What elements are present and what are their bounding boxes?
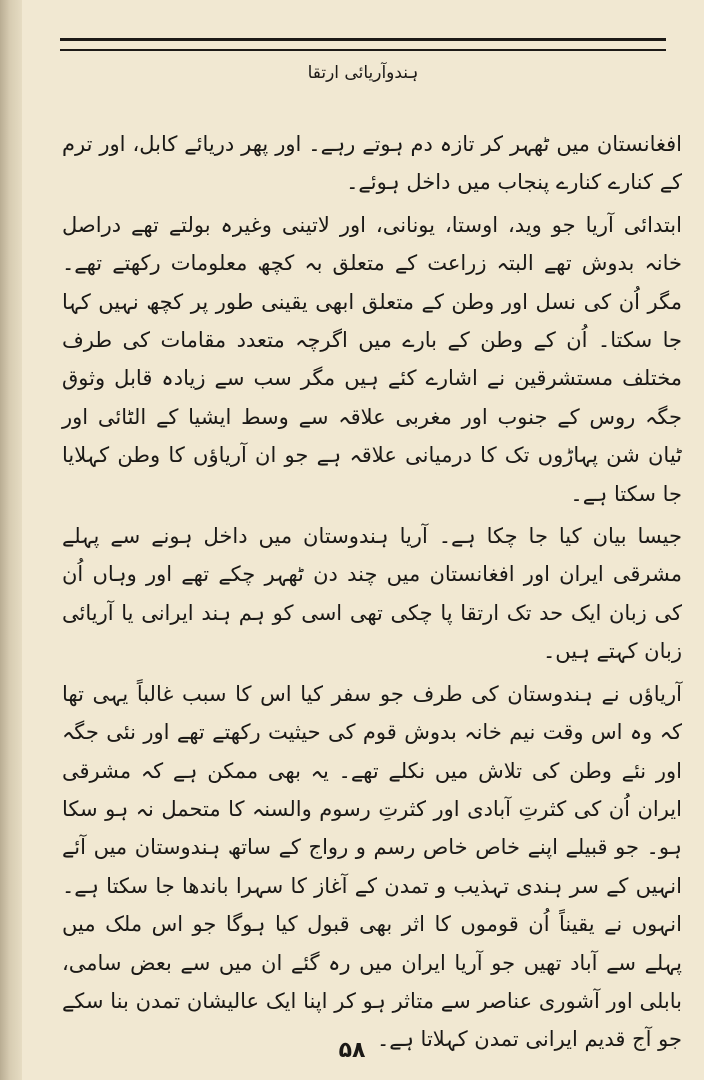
header-rule-top	[60, 38, 666, 41]
body-text	[62, 125, 682, 1059]
running-header: ہندوآریائی ارتقا	[307, 63, 419, 83]
paragraph: ابتدائی آریا جو وید، اوستا، یونانی، اور لاتینی وغیرہ بولتے تھے دراصل خانہ بدوش تھے البتہ زراعت کے متعلق بہ کچھ معلومات رکھتے تھے۔ مگر اُن کی نسل اور وطن کے متعلق ابھی یقینی طور پر کچھ نہیں کہا جا سکتا۔ اُن کے وطن کے بارے میں اگرچہ متعدد مقامات کی طرف مختلف مستشرقین نے اشارے کئے ہیں مگر سب سے زیادہ قابل وثوق جگہ روس کے جنوب اور مغربی علاقہ سے وسط ایشیا کے الٹائی اور ٹیان شن پہاڑوں تک کا درمیانی علاقہ ہے جو ان آریاؤں کا وطن کہلایا جا سکتا ہے۔	[62, 212, 682, 506]
paragraph: جیسا بیان کیا جا چکا ہے۔ آریا ہندوستان میں داخل ہونے سے پہلے مشرقی ایران اور افغانستان میں چند دن ٹھہر چکے تھے اور وہاں اُن کی زبان ایک حد تک ارتقا پا چکی تھی اسی کو ہم ہند ایرانی یا آریائی زبان کہتے ہیں۔	[62, 524, 682, 664]
book-spine-shadow	[0, 0, 22, 1080]
book-page	[22, 0, 704, 1080]
page-number: ۵۸	[338, 1038, 366, 1063]
header-rule-bottom	[60, 49, 666, 51]
paragraph: افغانستان میں ٹھہر کر تازہ دم ہوتے رہے۔ اور پھر دریائے کابل، اور ترم کے کنارے کنارے پنجاب میں داخل ہوئے۔	[62, 132, 682, 195]
paragraph: آریاؤں نے ہندوستان کی طرف جو سفر کیا اس کا سبب غالباً یہی تھا کہ وہ اس وقت نیم خانہ بدوش قوم کی حیثیت رکھتے تھے اور نئی جگہ اور نئے وطن کی تلاش میں نکلے تھے۔ یہ بھی ممکن ہے کہ مشرقی ایران اُن کی کثرتِ آبادی اور کثرتِ رسوم والسنہ کا متحمل نہ ہو سکا ہو۔ جو قبیلے اپنے خاص خاص رسم و رواج کے ساتھ ہندوستان میں آئے انہیں کے سر ہندی تہذیب و تمدن کے آغاز کا سہرا باندھا جا سکتا ہے۔ انہوں نے یقیناً اُن قوموں کا اثر بھی قبول کیا ہوگا جو اس ملک میں پہلے سے آباد تھیں جو آریا ایران میں رہ گئے ان میں سے بعض سامی، بابلی اور آشوری عناصر سے متاثر ہو کر اپنا ایک عالیشان تمدن بنا سکے جو آج قدیم ایرانی تمدن کہلاتا ہے۔	[62, 681, 682, 1052]
